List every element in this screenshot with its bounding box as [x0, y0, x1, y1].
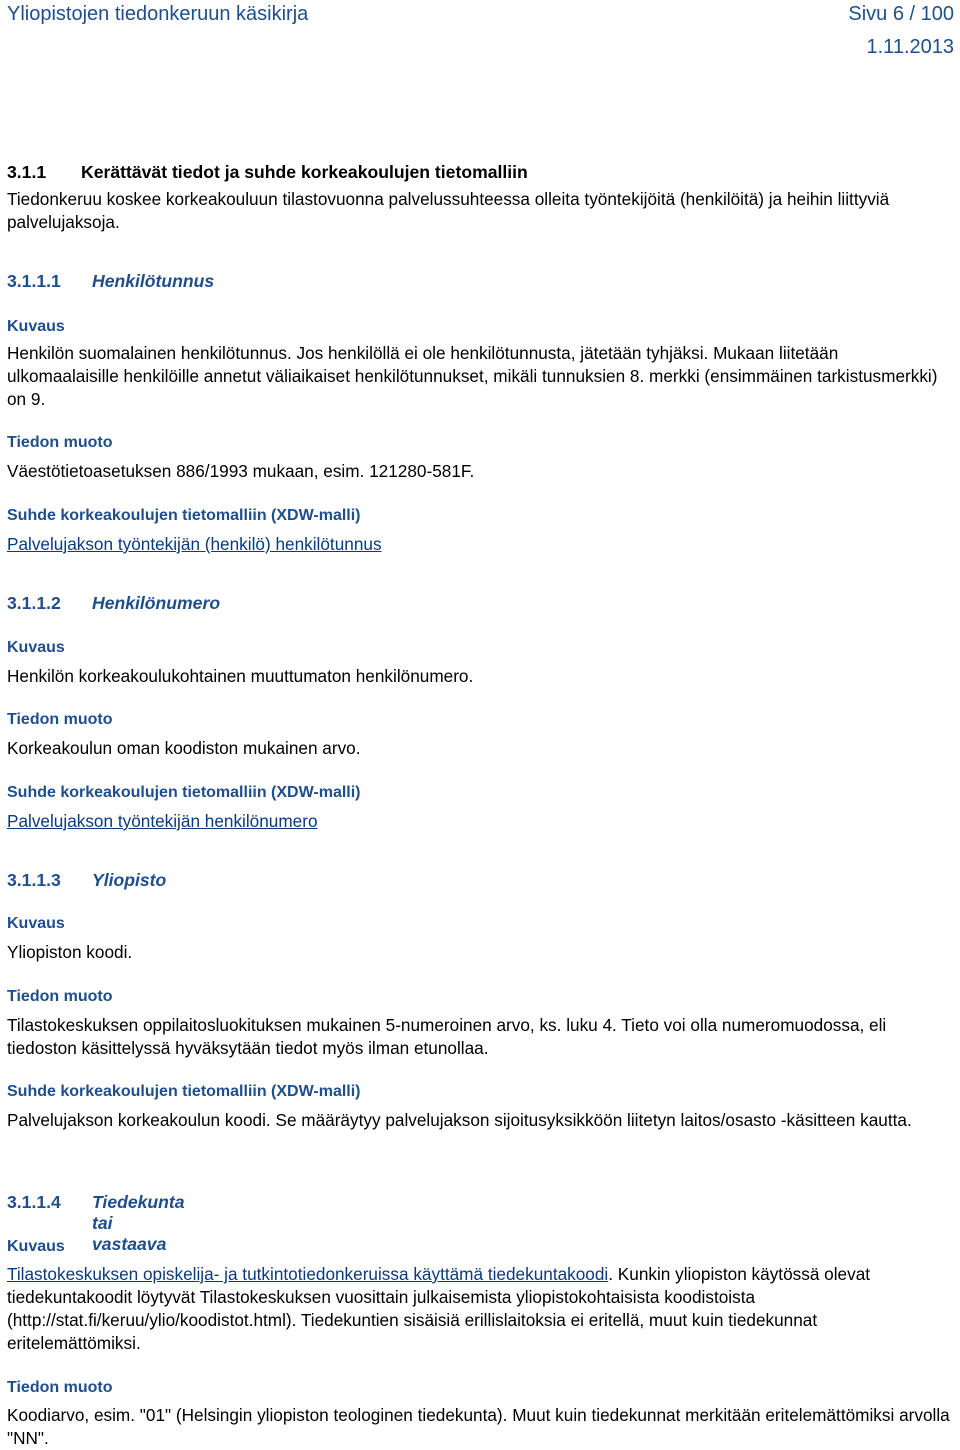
- section-title: Kerättävät tiedot ja suhde korkeakoulujen tietomalliin: [81, 162, 528, 182]
- kuvaus-label: Kuvaus: [7, 915, 65, 932]
- suhde-text: Palvelujakson korkeakoulun koodi. Se määräytyy palvelujakson sijoitusyksikköön liitetyn laitos/osasto -käsitteen kautta.: [7, 1110, 912, 1130]
- tiedon-muoto-text: Koodiarvo, esim. "01" (Helsingin yliopiston teologinen tiedekunta). Muut kuin tiedekunnat merkitään eritelemättömiksi arvolla "NN".: [7, 1405, 950, 1448]
- item-heading: [7, 870, 167, 891]
- tiedon-muoto-label: Tiedon muoto: [7, 434, 113, 451]
- document-date: 1.11.2013: [866, 36, 954, 58]
- item-heading: [7, 593, 221, 614]
- kuvaus-text: Yliopiston koodi.: [7, 942, 133, 962]
- section-number: 3.1.1: [7, 162, 47, 182]
- item-title: Henkilönumero: [92, 593, 221, 613]
- suhde-link[interactable]: Palvelujakson työntekijän (henkilö) henkilötunnus: [7, 534, 382, 554]
- item-number: 3.1.1.3: [7, 870, 61, 890]
- kuvaus-text: [7, 1263, 952, 1355]
- item-title: Yliopisto: [92, 870, 167, 890]
- kuvaus-rest: . Kunkin yliopiston käytössä olevat tiedekuntakoodit löytyvät Tilastokeskuksen vuosittain julkaisemista yliopistokohtaisista koodistoista (http://stat.fi/keruu/ylio/koodistot.html). Tiedekuntien sisäisiä erillislaitoksia ei eritellä, muut kuin tiedekunnat eritelemättömiksi.: [7, 1264, 871, 1353]
- item-title: Henkilötunnus: [92, 271, 215, 291]
- item-heading: [7, 271, 215, 292]
- page-number: Sivu 6 / 100: [848, 3, 954, 25]
- kuvaus-text: Henkilön korkeakoulukohtainen muuttumaton henkilönumero.: [7, 666, 474, 686]
- item-title: Tiedekunta tai vastaava: [92, 1192, 185, 1254]
- kuvaus-label: Kuvaus: [7, 639, 65, 656]
- section-intro: Tiedonkeruu koskee korkeakouluun tilastovuonna palvelussuhteessa olleita työntekijöitä (henkilöitä) ja heihin liittyviä palvelujaksoja.: [7, 189, 890, 232]
- suhde-label: Suhde korkeakoulujen tietomalliin (XDW-malli): [7, 507, 361, 524]
- document-title: Yliopistojen tiedonkeruun käsikirja: [7, 3, 309, 25]
- item-number: 3.1.1.2: [7, 593, 61, 613]
- kuvaus-label: Kuvaus: [7, 318, 65, 335]
- tiedon-muoto-label: Tiedon muoto: [7, 988, 113, 1005]
- section-heading: [7, 162, 528, 183]
- suhde-link[interactable]: Palvelujakson työntekijän henkilönumero: [7, 811, 318, 831]
- tiedon-muoto-text: Korkeakoulun oman koodiston mukainen arvo.: [7, 738, 361, 758]
- tiedon-muoto-label: Tiedon muoto: [7, 711, 113, 728]
- kuvaus-text: Henkilön suomalainen henkilötunnus. Jos henkilöllä ei ole henkilötunnusta, jätetään tyhjäksi. Mukaan liitetään ulkomaalaisille henkilöille annetut väliaikaiset henkilötunnukset, mikäli tunnuksien 8. merkki (ensimmäinen tarkistusmerkki) on 9.: [7, 343, 938, 409]
- tiedon-muoto-text: Tilastokeskuksen oppilaitosluokituksen mukainen 5-numeroinen arvo, ks. luku 4. Tieto voi olla numeromuodossa, eli tiedoston käsittelyssä hyväksytään tiedot myös ilman etunollaa.: [7, 1015, 887, 1058]
- kuvaus-label: Kuvaus: [7, 1238, 65, 1255]
- suhde-label: Suhde korkeakoulujen tietomalliin (XDW-malli): [7, 784, 361, 801]
- item-number: 3.1.1.4: [7, 1192, 61, 1212]
- tiedon-muoto-label: Tiedon muoto: [7, 1379, 113, 1396]
- suhde-label: Suhde korkeakoulujen tietomalliin (XDW-malli): [7, 1083, 361, 1100]
- tiedon-muoto-text: Väestötietoasetuksen 886/1993 mukaan, esim. 121280-581F.: [7, 461, 475, 481]
- item-number: 3.1.1.1: [7, 271, 61, 291]
- kuvaus-link[interactable]: Tilastokeskuksen opiskelija- ja tutkintotiedonkeruissa käyttämä tiedekuntakoodi: [7, 1264, 609, 1284]
